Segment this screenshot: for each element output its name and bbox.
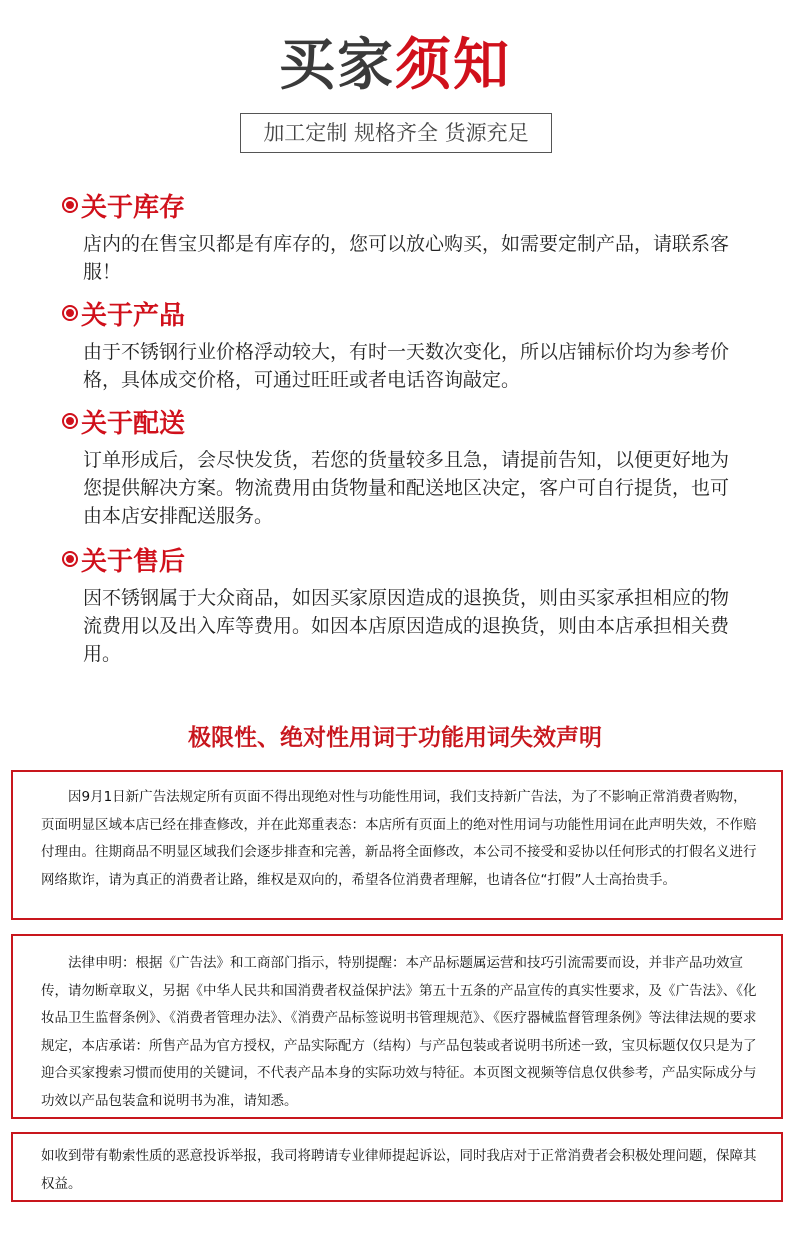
section-stock (62, 186, 742, 286)
bullet-icon (62, 197, 78, 213)
section-product (62, 294, 742, 394)
notice-box-legal-statement (11, 934, 783, 1119)
notice-box-complaints (11, 1132, 783, 1202)
notice-box-advertising-law (11, 770, 783, 920)
section-title: 关于配送 (81, 408, 186, 439)
section-body: 店内的在售宝贝都是有库存的，您可以放心购买，如需要定制产品，请联系客服！ (83, 233, 730, 283)
bullet-icon (62, 551, 78, 567)
page-title (0, 28, 790, 104)
bullet-icon (62, 413, 78, 429)
notice-title: 极限性、绝对性用词于功能用词失效声明 (188, 725, 602, 751)
section-body: 因不锈钢属于大众商品，如因买家原因造成的退换货，则由买家承担相应的物流费用以及出入库等费用。如因本店原因造成的退换货，则由本店承担相关费用。 (83, 587, 730, 665)
section-delivery (62, 402, 742, 530)
section-body: 订单形成后，会尽快发货，若您的货量较多且急，请提前告知，以便更好地为您提供解决方案。物流费用由货物量和配送地区决定，客户可自行提货，也可由本店安排配送服务。 (83, 449, 730, 527)
page-title-part1: 买家 (279, 33, 395, 98)
section-after-sales (62, 540, 742, 668)
bullet-icon (62, 305, 78, 321)
section-body: 由于不锈钢行业价格浮动较大，有时一天数次变化，所以店铺标价均为参考价格，具体成交价格，可通过旺旺或者电话咨询敲定。 (83, 341, 730, 391)
notice-text: 如收到带有勒索性质的恶意投诉举报，我司将聘请专业律师提起诉讼，同时我店对于正常消费者会积极处理问题，保障其权益。 (41, 1148, 757, 1192)
section-title: 关于库存 (81, 192, 186, 223)
page-title-part2: 须知 (395, 33, 511, 98)
subtitle-box: 加工定制 规格齐全 货源充足 (240, 113, 552, 153)
notice-text: 法律申明：根据《广告法》和工商部门指示，特别提醒：本产品标题属运营和技巧引流需要而设，并非产品功效宣传，请勿断章取义，另据《中华人民共和国消费者权益保护法》第五十五条的产品宣传的真实性要求，及《广告法》、《化妆品卫生监督条例》、《消费者管理办法》、《消费产品标签说明书管理规范》、《医疗器械监督管理条例》等法律法规的要求规定，本店承诺：所售产品为官方授权，产品实际配方（结构）与产品包装或者说明书所述一致，宝贝标题仅仅只是为了迎合买家搜索习惯而使用的关键词，不代表产品本身的实际功效与特征。本页图文视频等信息仅供参考，产品实际成分与功效以产品包装盒和说明书为准，请知悉。 (41, 955, 757, 1109)
section-title: 关于产品 (81, 300, 186, 331)
section-title: 关于售后 (81, 546, 186, 577)
notice-text: 因9月1日新广告法规定所有页面不得出现绝对性与功能性用词，我们支持新广告法，为了不影响正常消费者购物，页面明显区域本店已经在排查修改，并在此郑重表态：本店所有页面上的绝对性用词与功能性用词在此声明失效，不作赔付理由。往期商品不明显区域我们会逐步排查和完善，新品将全面修改，本公司不接受和妥协以任何形式的打假名义进行网络欺诈，请为真正的消费者让路，维权是双向的，希望各位消费者理解，也请各位“打假”人士高抬贵手。 (41, 789, 757, 888)
